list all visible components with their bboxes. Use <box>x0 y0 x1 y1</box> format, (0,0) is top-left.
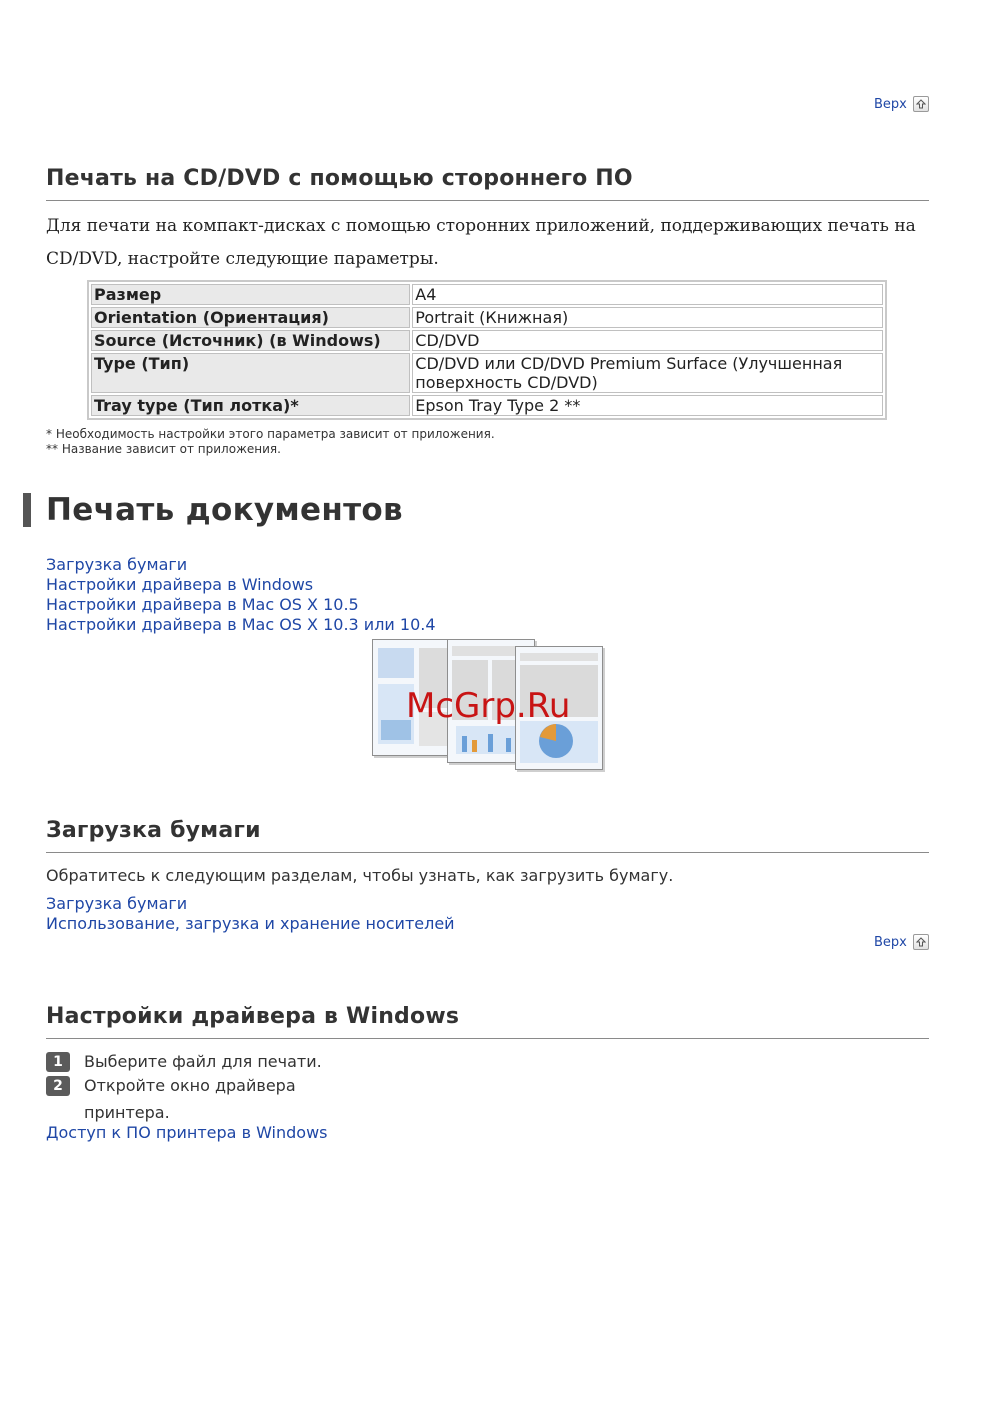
section-title-windows-driver: Настройки драйвера в Windows <box>46 1004 460 1029</box>
table-row <box>91 353 883 393</box>
table-footnotes <box>46 427 495 457</box>
top-link[interactable] <box>874 96 929 112</box>
step-number-badge: 1 <box>46 1052 70 1072</box>
table-row <box>91 307 883 328</box>
table-key: Размер <box>91 284 410 305</box>
section-divider <box>46 1038 929 1039</box>
table-row <box>91 284 883 305</box>
link-printer-software-access[interactable]: Доступ к ПО принтера в Windows <box>46 1123 328 1142</box>
section-title-load-paper: Загрузка бумаги <box>46 818 261 843</box>
chapter-bar <box>23 493 31 527</box>
step-item <box>46 1076 296 1126</box>
chapter-heading <box>23 492 403 528</box>
section-divider <box>46 200 929 201</box>
cd-settings-table <box>87 280 887 420</box>
chapter-title: Печать документов <box>46 492 403 528</box>
watermark-text: McGrp.Ru <box>406 686 571 726</box>
table-value: A4 <box>412 284 883 305</box>
load-paper-text: Обратитесь к следующим разделам, чтобы узнать, как загрузить бумагу. <box>46 866 674 885</box>
table-key: Source (Источник) (в Windows) <box>91 330 410 351</box>
windows-driver-links <box>46 1123 328 1143</box>
section-title-cd-print: Печать на CD/DVD с помощью стороннего ПО <box>46 166 633 191</box>
footnote: * Необходимость настройки этого параметра зависит от приложения. <box>46 427 495 441</box>
step-number-badge: 2 <box>46 1076 70 1096</box>
table-value: Epson Tray Type 2 ** <box>412 395 883 416</box>
table-value: Portrait (Книжная) <box>412 307 883 328</box>
section-divider <box>46 852 929 853</box>
top-link[interactable] <box>874 934 929 950</box>
cd-print-paragraph: Для печати на компакт-дисках с помощью сторонних приложений, поддерживающих печать на CD/DVD, настройте следующие параметры. <box>46 216 916 269</box>
step-item <box>46 1052 322 1072</box>
footnote: ** Название зависит от приложения. <box>46 442 281 456</box>
table-value: CD/DVD <box>412 330 883 351</box>
load-paper-links <box>46 894 455 934</box>
link-driver-mac-105[interactable]: Настройки драйвера в Mac OS X 10.5 <box>46 595 359 614</box>
chapter-links <box>46 555 436 635</box>
table-row <box>91 330 883 351</box>
link-load-paper[interactable]: Загрузка бумаги <box>46 555 188 574</box>
link-load-paper[interactable]: Загрузка бумаги <box>46 894 188 913</box>
table-value: CD/DVD или CD/DVD Premium Surface (Улучшенная поверхность CD/DVD) <box>412 353 883 393</box>
arrow-up-icon[interactable] <box>913 96 929 112</box>
arrow-up-icon[interactable] <box>913 934 929 950</box>
link-media-usage[interactable]: Использование, загрузка и хранение носителей <box>46 914 455 933</box>
table-row <box>91 395 883 416</box>
link-driver-mac-103[interactable]: Настройки драйвера в Mac OS X 10.3 или 10.4 <box>46 615 436 634</box>
table-key: Type (Тип) <box>91 353 410 393</box>
step-text-line: принтера. <box>84 1103 170 1122</box>
link-driver-windows[interactable]: Настройки драйвера в Windows <box>46 575 314 594</box>
top-link-label[interactable]: Верх <box>874 96 907 112</box>
step-text: Выберите файл для печати. <box>84 1052 322 1071</box>
documents-illustration <box>372 633 604 771</box>
step-text <box>84 1072 296 1126</box>
top-link-label[interactable]: Верх <box>874 934 907 950</box>
step-text-line: Откройте окно драйвера <box>84 1076 296 1095</box>
table-key: Orientation (Ориентация) <box>91 307 410 328</box>
table-key: Tray type (Тип лотка)* <box>91 395 410 416</box>
